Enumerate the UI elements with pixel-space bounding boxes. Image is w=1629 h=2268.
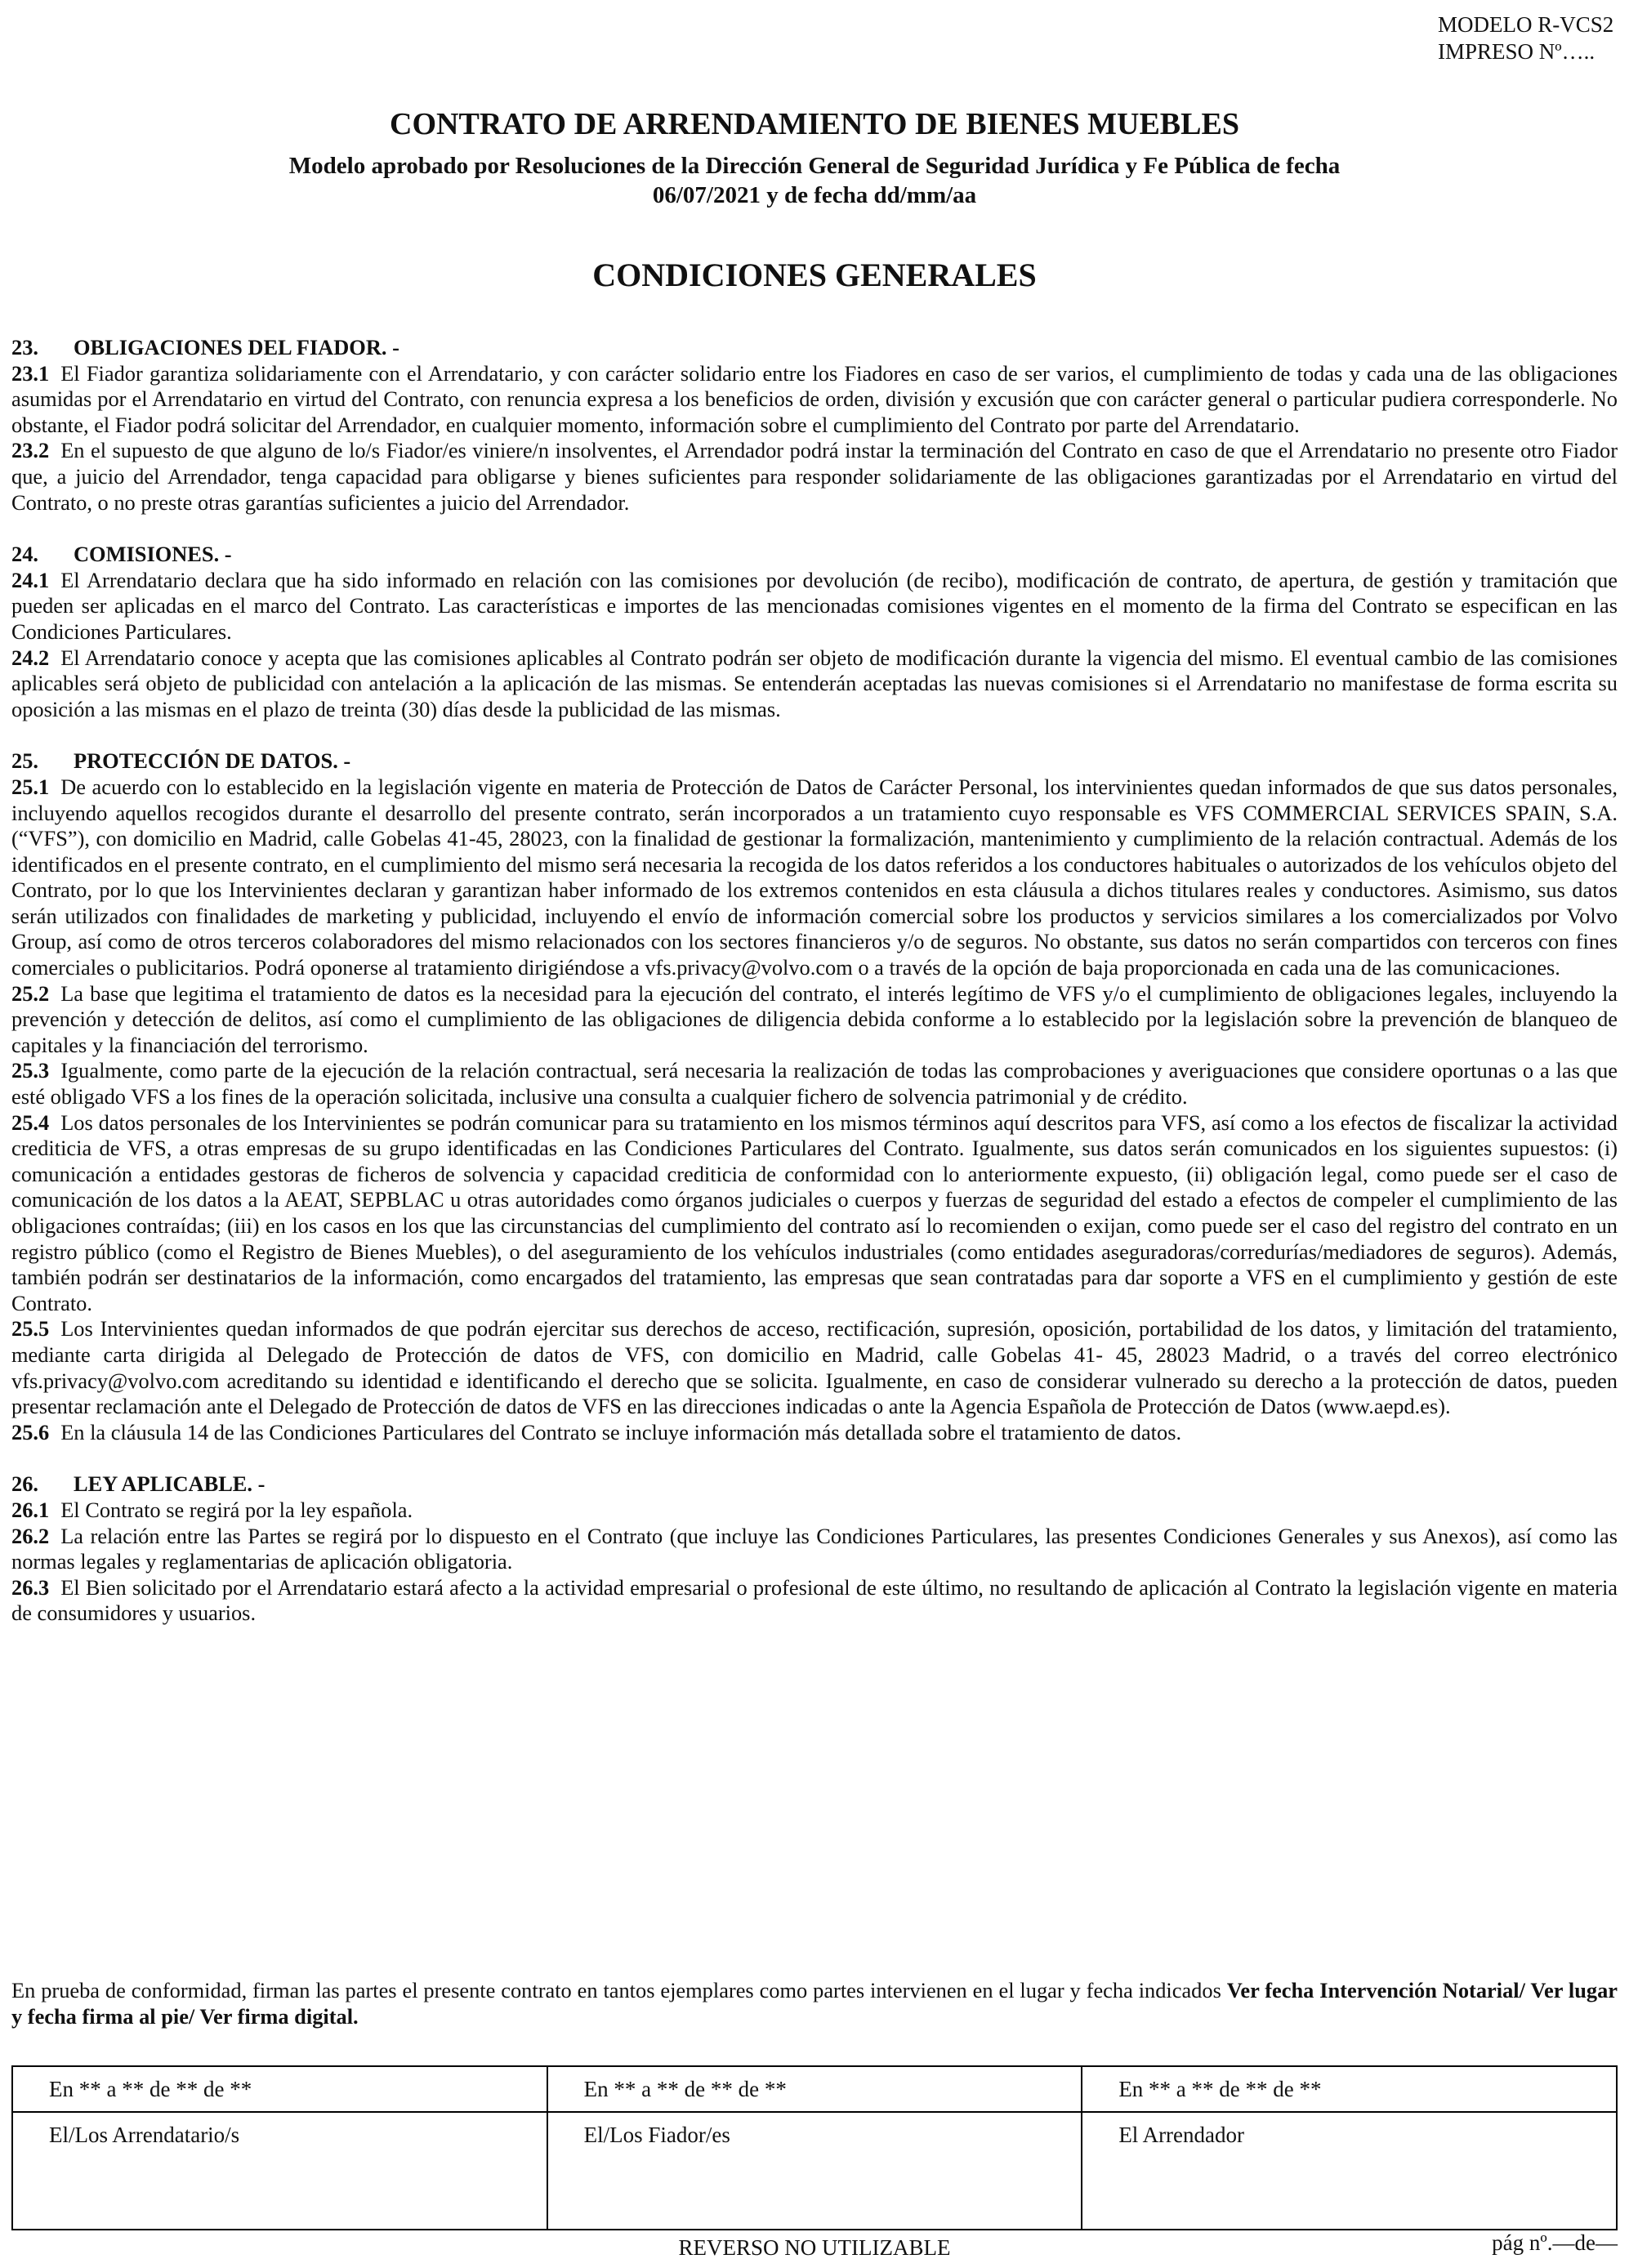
clause-text: El Bien solicitado por el Arrendatario estará afecto a la actividad empresarial o profesional de este último, no resultando de aplicación al Contrato la legislación vigente en materia de consumidores y usuarios. [11,1574,1618,1626]
clause-number: 25.1 [11,774,50,799]
clause [11,1316,1618,1419]
clause [11,361,1618,439]
reverse-notice: REVERSO NO UTILIZABLE [678,2235,951,2260]
clause-number: 25.3 [11,1058,50,1083]
section-title: COMISIONES. - [74,542,232,567]
clause-text: El Contrato se regirá por la ley española. [60,1497,413,1522]
signature-intro [11,1977,1618,2029]
section-number: 24. [11,542,38,567]
clause-number: 26.1 [11,1497,50,1522]
signature-table [11,2065,1618,2230]
page-number: pág nº.—de— [1492,2230,1618,2255]
clause-number: 25.6 [11,1419,50,1444]
clause-number: 25.4 [11,1109,50,1135]
place-date-row [12,2066,1617,2112]
section-number: 26. [11,1471,38,1497]
clause [11,1498,1618,1524]
signature-intro-text: En prueba de conformidad, firman las partes el presente contrato en tantos ejemplares como partes intervienen en el lugar y fecha indicados [11,1978,1221,2002]
section-heading [11,335,1618,361]
section-number: 23. [11,335,38,359]
clause [11,645,1618,723]
place-date-cell-guarantor: En ** a ** de ** de ** [547,2066,1082,2112]
clause-text: La relación entre las Partes se regirá por lo dispuesto en el Contrato (que incluye las Condiciones Particulares, las presentes Condiciones Generales y sus Anexos), así como las normas legales y reglamentarias de aplicación obligatoria. [11,1523,1618,1574]
clause-text: De acuerdo con lo establecido en la legislación vigente en materia de Protección de Datos de Carácter Personal, los intervinientes quedan informados de que sus datos personales, incluyendo aquellos recogidos durante el desarrollo del presente contrato, serán incorporados a un tratamiento cuyo responsable es VFS COMMERCIAL SERVICES SPAIN, S.A. (“VFS”), con domicilio en Madrid, calle Gobelas 41-45, 28023, con la finalidad de gestionar la formalización, mantenimiento y cumplimiento de la relación contractual. Además de los identificados en el presente contrato, en el cumplimiento del mismo será necesaria la recogida de los datos referidos a los conductores habituales o autorizados de los vehículos objeto del Contrato, por lo que los Intervinientes declaran y garantizan haber informado de los extremos contenidos en esta cláusula a dichos titulares reales y conductores. Asimismo, sus datos serán utilizados con finalidades de marketing y publicidad, incluyendo el envío de información comercial sobre los productos y servicios similares a los comercializados por Volvo Group, así como de otros terceros colaboradores del mismo relacionados con los sectores financieros y/o de seguros. No obstante, sus datos no serán compartidos con terceros con fines comerciales o publicitarios. Podrá oponerse al tratamiento dirigiéndose a vfs.privacy@volvo.com o a través de la opción de baja proporcionada en cada una de las comunicaciones. [11,774,1618,980]
contract-page [11,0,1618,2268]
section-title: PROTECCIÓN DE DATOS. - [74,748,351,774]
document-subtitle [11,151,1618,210]
clause-text: El Fiador garantiza solidariamente con el Arrendatario, y con carácter solidario entre los Fiadores en caso de ser varios, el cumplimiento de todas y cada una de las obligaciones asumidas por el Arrendatario en virtud del Contrato, con renuncia expresa a los beneficios de orden, división y excusión que con carácter general o particular pudiera corresponderle. No obstante, el Fiador podrá solicitar del Arrendador, en cualquier momento, información sobre el cumplimiento del Contrato por parte del Arrendatario. [11,360,1618,437]
clause-text: El Arrendatario conoce y acepta que las comisiones aplicables al Contrato podrán ser objeto de modificación durante la vigencia del mismo. El eventual cambio de las comisiones aplicables será objeto de publicidad con antelación a la aplicación de las mismas. Se entenderán aceptadas las nuevas comisiones si el Arrendatario no manifestase de forma escrita su oposición a las mismas en el plazo de treinta (30) días desde la publicidad de las mismas. [11,645,1618,721]
clause [11,1575,1618,1627]
clause-text: Igualmente, como parte de la ejecución de la relación contractual, será necesaria la realización de todas las comprobaciones y averiguaciones que considere oportunas o a las que esté obligado VFS a los fines de la operación solicitada, inclusive una consulta a cualquier fichero de solvencia patrimonial y de crédito. [11,1058,1618,1109]
section-heading [11,748,1618,775]
section-title: OBLIGACIONES DEL FIADOR. - [74,335,399,359]
clause-number: 26.3 [11,1574,50,1600]
subtitle-line-1: Modelo aprobado por Resoluciones de la Dirección General de Seguridad Jurídica y Fe Pública de fecha [288,153,1341,179]
conditions-title: CONDICIONES GENERALES [592,257,1037,293]
signature-cell-lessee: El/Los Arrendatario/s [12,2112,547,2230]
clause-text: Los datos personales de los Intervinientes se podrán comunicar para su tratamiento en los mismos términos aquí descritos para VFS, así como a los efectos de fiscalizar la actividad crediticia de VFS, a otras empresas de su grupo identificadas en las Condiciones Particulares del Contrato. Igualmente, sus datos serán comunicados en los siguientes supuestos: (i) comunicación a entidades gestoras de ficheros de solvencia y capacidad crediticia de conformidad con lo anteriormente expuesto, (ii) obligación legal, como puede ser el caso de comunicación de los datos a la AEAT, SEPBLAC u otras autoridades como órganos judiciales o cuerpos y fuerzas de seguridad del estado a efectos de compeler el cumplimiento de las obligaciones contraídas; (iii) en los casos en los que las circunstancias del cumplimiento del contrato así lo recomienden o exijan, como puede ser el caso del registro del contrato en un registro público (como el Registro de Bienes Muebles), o del aseguramiento de los vehículos industriales (como entidades aseguradoras/corredurías/mediadores de seguros). Además, también podrán ser destinatarios de la información, como encargados del tratamiento, las empresas que sean contratadas para dar soporte a VFS en el cumplimiento y gestión de este Contrato. [11,1109,1618,1315]
signature-intro-bold: Ver fecha Intervención Notarial/ Ver lugar y fecha firma al pie/ Ver firma digital. [11,1978,1618,2029]
clause-number: 24.1 [11,567,50,592]
signature-cell-lessor: El Arrendador [1082,2112,1617,2230]
clause [11,1058,1618,1109]
clause-number: 25.2 [11,980,50,1006]
place-date-cell-lessor: En ** a ** de ** de ** [1082,2066,1617,2112]
clause-number: 25.5 [11,1316,50,1342]
subtitle-line-2: 06/07/2021 y de fecha dd/mm/aa [652,182,977,208]
clause-text: La base que legitima el tratamiento de datos es la necesidad para la ejecución del contrato, el interés legítimo de VFS y/o el cumplimiento de obligaciones legales, incluyendo la prevención y detección de delitos, así como el cumplimiento de las obligaciones de diligencia debida conforme a lo establecido por la legislación sobre la prevención de blanqueo de capitales y la financiación del terrorismo. [11,980,1618,1057]
clause [11,568,1618,645]
clause-text: En la cláusula 14 de las Condiciones Particulares del Contrato se incluye información más detallada sobre el tratamiento de datos. [60,1419,1182,1444]
clause-text: El Arrendatario declara que ha sido informado en relación con las comisiones por devolución (de recibo), modificación de contrato, de apertura, de gestión y tramitación que pueden ser aplicadas en el marco del Contrato. Las características e importes de las mencionadas comisiones vigentes en el momento de la firma del Contrato se especifican en las Condiciones Particulares. [11,567,1618,644]
clause-text: En el supuesto de que alguno de lo/s Fiador/es viniere/n insolventes, el Arrendador podrá instar la terminación del Contrato en caso de que el Arrendatario no presente otro Fiador que, a juicio del Arrendador, tenga capacidad para obligarse y bienes suficientes para responder solidariamente de las obligaciones garantizadas por el Arrendatario en virtud del Contrato, o no preste otras garantías suficientes a juicio del Arrendador. [11,438,1618,515]
signature-cell-guarantor: El/Los Fiador/es [547,2112,1082,2230]
clause-number: 24.2 [11,645,50,670]
clause [11,438,1618,516]
document-title: CONTRATO DE ARRENDAMIENTO DE BIENES MUEBLES [390,107,1239,141]
section-number: 25. [11,748,38,774]
place-date-cell-lessee: En ** a ** de ** de ** [12,2066,547,2112]
printed-number: IMPRESO Nº….. [1438,39,1596,64]
clause [11,1420,1618,1446]
clause-number: 26.2 [11,1523,50,1548]
clause [11,1110,1618,1317]
signature-row [12,2112,1617,2230]
clause-number: 23.2 [11,438,50,463]
clause-text: Los Intervinientes quedan informados de que podrán ejercitar sus derechos de acceso, rectificación, supresión, oposición, portabilidad de los datos, y limitación del tratamiento, mediante carta dirigida al Delegado de Protección de datos de VFS, con domicilio en Madrid, calle Gobelas 41- 45, 28023 Madrid, o a través del correo electrónico vfs.privacy@volvo.com acreditando su identidad e identificando el derecho que se solicita. Igualmente, en caso de considerar vulnerado su derecho a la protección de datos, pueden presentar reclamación ante el Delegado de Protección de datos de VFS en las direcciones indicadas o ante la Agencia Española de Protección de Datos (www.aepd.es). [11,1316,1618,1419]
model-reference [1438,11,1618,65]
section-heading [11,1471,1618,1498]
clause-number: 23.1 [11,360,50,386]
section-title: LEY APLICABLE. - [74,1471,266,1497]
model-code: MODELO R-VCS2 [1438,12,1614,37]
section-heading [11,542,1618,568]
contract-body [11,335,1618,1627]
clause [11,981,1618,1059]
clause [11,775,1618,981]
clause [11,1524,1618,1575]
